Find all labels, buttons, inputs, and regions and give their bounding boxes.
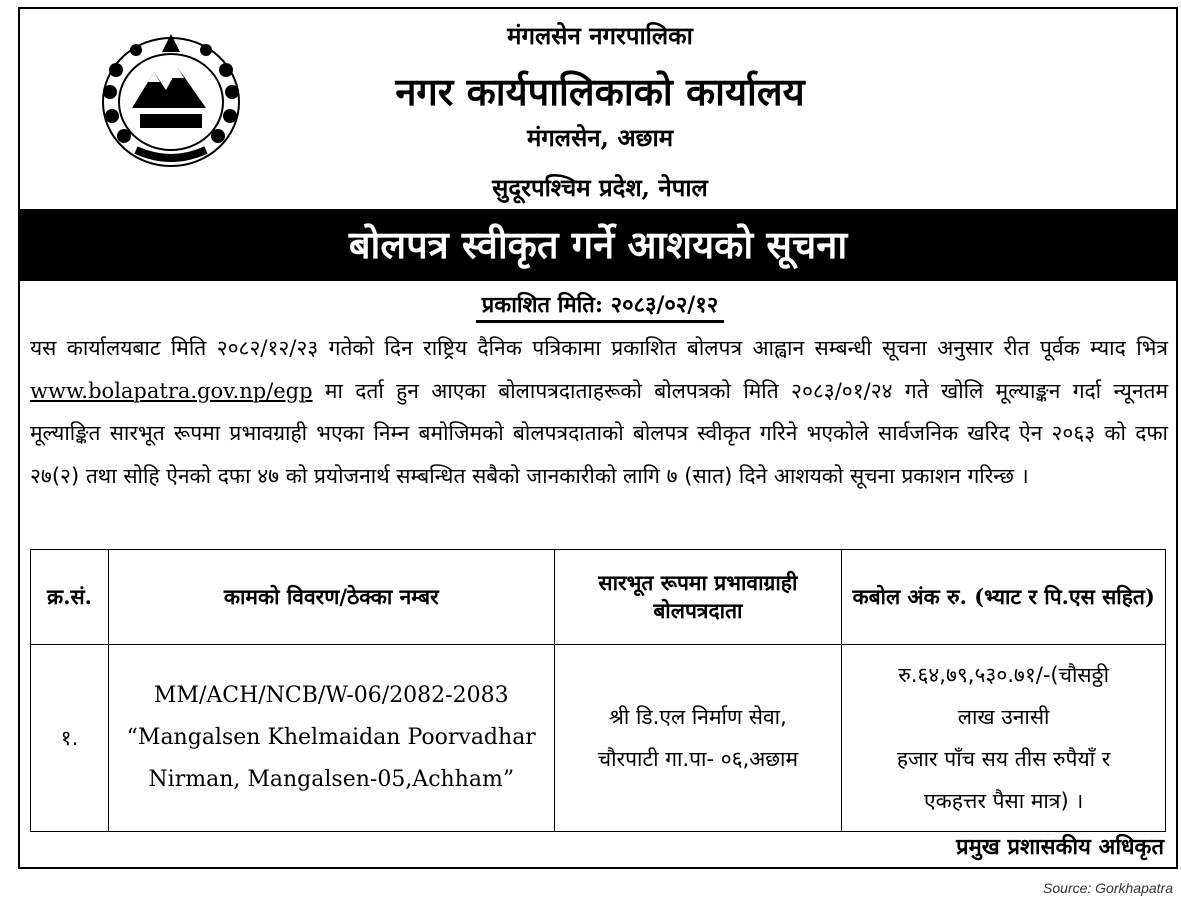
bidder-name: श्री डि.एल निर्माण सेवा, xyxy=(609,705,787,729)
cell-work-description xyxy=(108,645,554,832)
bid-amount-line1: रु.६४,७९,५३०.७१/-(चौसठ्ठी xyxy=(898,663,1110,687)
cell-serial-number: १. xyxy=(31,645,109,832)
header-work-description: कामको विवरण/ठेक्का नम्बर xyxy=(108,550,554,645)
office-location: मंगलसेन, अछाम xyxy=(526,123,674,152)
notice-body xyxy=(30,327,1168,497)
cell-bidder xyxy=(554,645,842,832)
municipality-name: मंगलसेन नगरपालिका xyxy=(507,21,693,50)
notice-frame xyxy=(18,7,1178,869)
source-credit: Source: Gorkhapatra xyxy=(1043,880,1173,896)
published-date-text: प्रकाशित मिति: २०८३/०२/१२ xyxy=(476,292,724,323)
office-name: नगर कार्यपालिकाको कार्यालय xyxy=(395,69,805,114)
notice-title-banner: बोलपत्र स्वीकृत गर्ने आशयको सूचना xyxy=(20,209,1176,281)
table-header-row xyxy=(31,550,1166,645)
header-serial-number: क्र.सं. xyxy=(31,550,109,645)
header-bid-amount: कबोल अंक रु. (भ्याट र पि.एस सहित) xyxy=(842,550,1166,645)
bid-amount-line4: एकहत्तर पैसा मात्र) । xyxy=(923,789,1084,813)
province-country: सुदूरपश्चिम प्रदेश, नेपाल xyxy=(492,173,708,202)
notice-body-part2: मा दर्ता हुन आएका बोलापत्रदाताहरूको बोलपत्रको मिति २०८३/०१/२४ गते खोलि मूल्याङ्कन गर्दा न्यूनतम मूल्याङ्कित सारभूत रूपमा प्रभावग्राही भएका निम्न बमोजिमको बोलपत्रदाताको बोलपत्र स्वीकृत गरिने भएकोले सार्वजनिक खरिद ऐन २०६३ को दफा २७(२) तथा सोहि ऐनको दफा ४७ को प्रयोजनार्थ सम्बन्धित सबैको जानकारीको लागि ७ (सात) दिने आशयको सूचना प्रकाशन गरिन्छ । xyxy=(30,378,1168,488)
published-date xyxy=(20,289,1180,319)
notice-body-part1: यस कार्यालयबाट मिति २०८२/१२/२३ गतेको दिन राष्ट्रिय दैनिक पत्रिकामा प्रकाशित बोलपत्र आह्वान सम्बन्धी सूचना अनुसार रीत पूर्वक म्याद भित्र xyxy=(30,336,1168,360)
cell-bid-amount xyxy=(842,645,1166,832)
contract-number: MM/ACH/NCB/W-06/2082-2083 xyxy=(153,683,509,708)
signatory-title: प्रमुख प्रशासकीय अधिकृत xyxy=(956,834,1164,860)
bolpatra-url-link[interactable]: www.bolapatra.gov.np/egp xyxy=(30,378,313,403)
work-name: “Mangalsen Khelmaidan Poorvadhar Nirman, Mangalsen-05,Achham” xyxy=(126,725,536,792)
table-row xyxy=(31,645,1166,832)
header-bidder: सारभूत रूपमा प्रभावाग्राही बोलपत्रदाता xyxy=(554,550,842,645)
bidder-address: चौरपाटी गा.पा- ०६,अछाम xyxy=(597,747,799,771)
bid-amount-line3: हजार पाँच सय तीस रुपैयाँ र xyxy=(896,747,1111,771)
award-table xyxy=(30,549,1166,832)
bid-amount-line2: लाख उनासी xyxy=(957,705,1050,729)
